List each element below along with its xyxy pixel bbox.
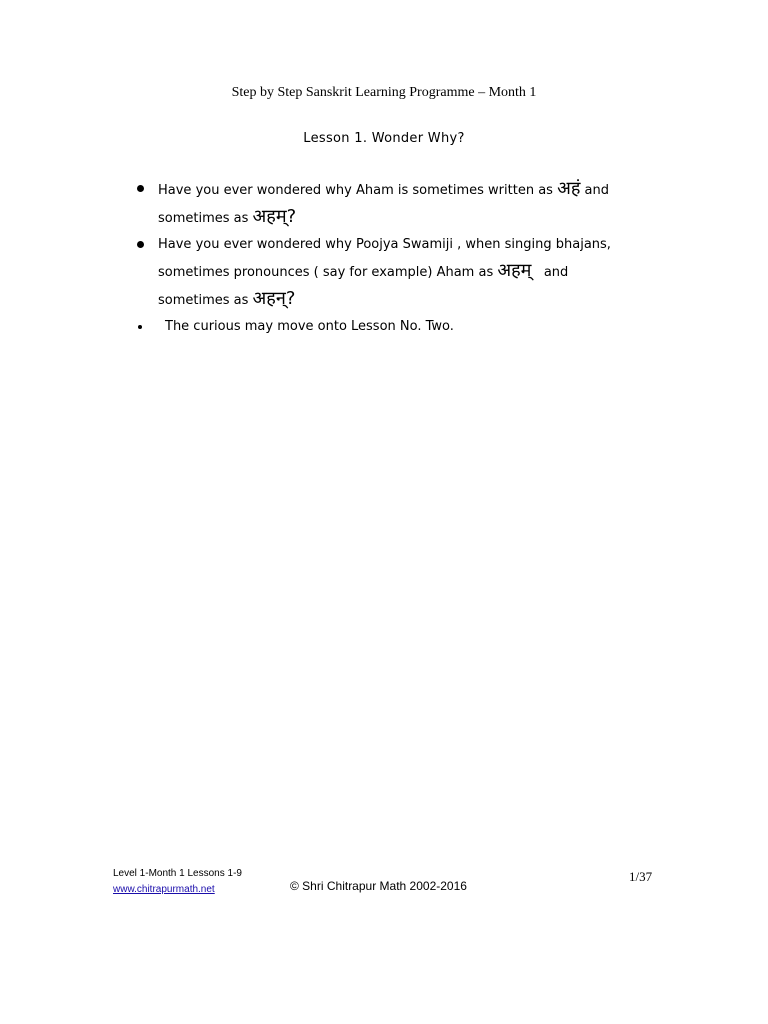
bullet-list <box>135 176 675 340</box>
bullet-line <box>158 232 675 258</box>
devanagari-word: अहन् <box>252 288 286 309</box>
footer-level: Level 1-Month 1 Lessons 1-9 <box>113 868 242 879</box>
lesson-title: Lesson 1. Wonder Why? <box>303 131 465 146</box>
devanagari-word: अहम् <box>252 206 287 227</box>
bullet-line <box>158 258 675 286</box>
list-item <box>135 176 675 232</box>
bullet-icon <box>137 185 144 192</box>
bullet-text: sometimes pronounces ( say for example) Aham as <box>158 265 498 280</box>
bullet-icon <box>138 325 142 329</box>
bullet-text: Have you ever wondered why Poojya Swamiji , when singing bhajans, <box>158 237 611 252</box>
bullet-line <box>158 204 675 232</box>
page-header: Step by Step Sanskrit Learning Programme – Month 1 <box>231 85 537 100</box>
bullet-text: The curious may move onto Lesson No. Two. <box>165 319 454 334</box>
bullet-text: ? <box>285 288 296 309</box>
footer-left <box>113 866 242 898</box>
footer-link[interactable]: www.chitrapurmath.net <box>113 884 215 895</box>
bullet-icon <box>137 241 144 248</box>
bullet-text: ? <box>286 206 297 227</box>
devanagari-word: अहं <box>557 178 581 199</box>
bullet-text: sometimes as <box>158 293 253 308</box>
bullet-text: and <box>580 183 609 198</box>
bullet-text: and <box>531 265 569 280</box>
bullet-line <box>158 286 675 314</box>
page-number: 1/37 <box>629 869 653 884</box>
list-item <box>135 232 675 314</box>
bullet-text: Have you ever wondered why Aham is sometimes written as <box>158 183 558 198</box>
footer-copyright: © Shri Chitrapur Math 2002-2016 <box>290 879 467 893</box>
list-item <box>135 314 675 340</box>
bullet-line <box>165 314 675 340</box>
bullet-text: sometimes as <box>158 211 253 226</box>
bullet-line <box>158 176 675 204</box>
devanagari-word: अहम् <box>497 260 532 281</box>
